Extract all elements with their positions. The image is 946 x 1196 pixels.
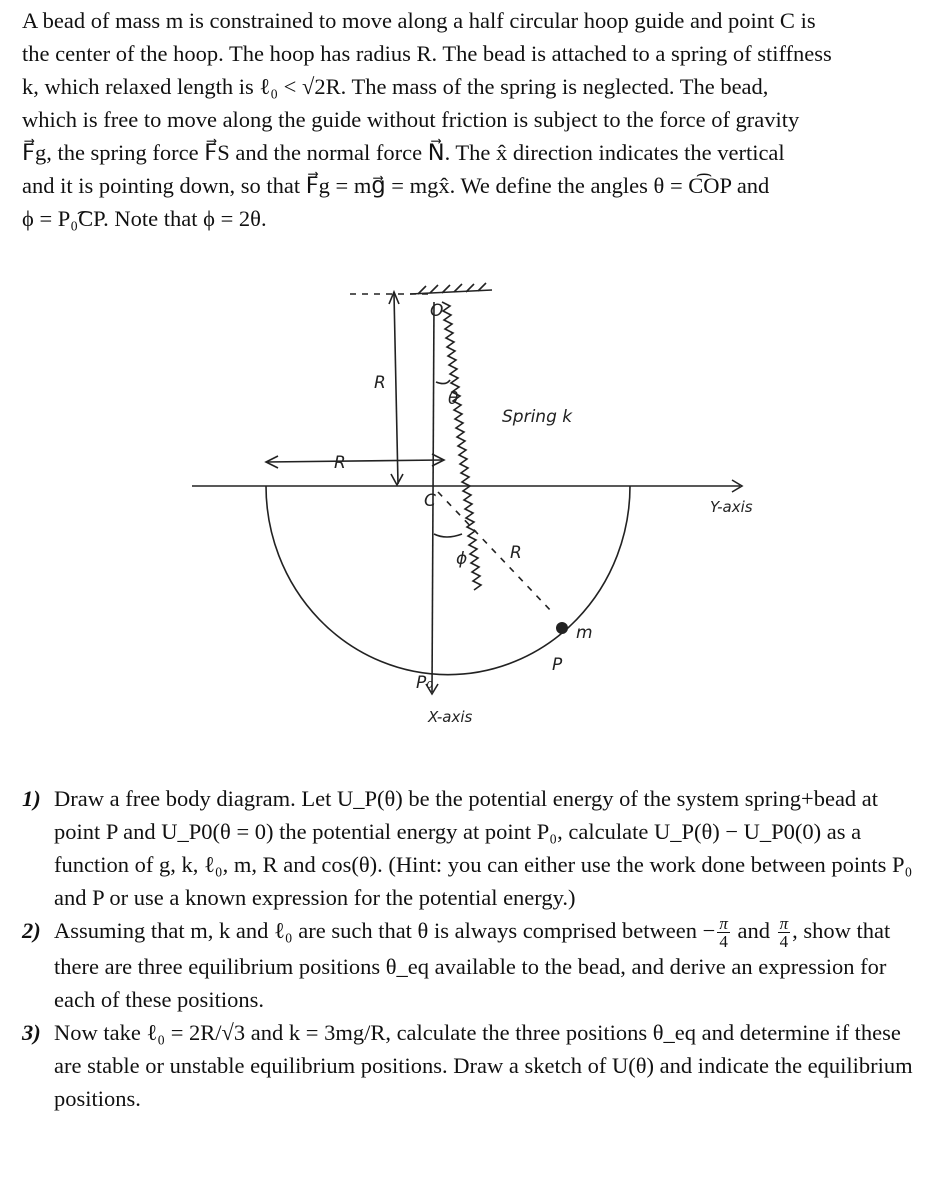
hoop-diagram-svg: [180, 272, 800, 742]
fraction-num-2: π: [779, 914, 789, 934]
intro-line-6: and it is pointing down, so that F⃗g = mg⃗ = mgx̂. We define the angles θ = C͡OP and: [22, 173, 770, 198]
hoop-guide: [266, 486, 630, 675]
fraction-den: 4: [719, 932, 728, 952]
label-phi: ϕ: [456, 549, 468, 569]
label-r-horizontal: R: [334, 453, 346, 473]
question-2-text-c: , show that there are three equilibrium positions θ_eq available to the bead, and derive an expression for each of these positions.: [54, 918, 891, 1013]
question-1: [22, 782, 922, 914]
intro-line-3: k, which relaxed length is ℓ₀ < √2R. The mass of the spring is neglected. The bead,: [22, 74, 769, 99]
question-1-text: Draw a free body diagram. Let U_P(θ) be the potential energy of the system spring+bead at point P and U_P0(θ = 0) the potential energy at point P₀, calculate U_P(θ) − U_P0(0) as a function of g, k, ℓ₀, m, R and cos(θ). (Hint: you can either use the work done between points P₀ and P or use a known expression for the potential energy.): [54, 786, 913, 910]
r-dimension-vertical: [394, 294, 398, 484]
label-spring: Spring k: [502, 407, 573, 427]
theta-arc: [436, 380, 450, 384]
label-r-diag: R: [510, 543, 522, 563]
label-c: C: [424, 491, 436, 511]
r-dimension-arrow-down: [391, 474, 403, 485]
intro-line-2: the center of the hoop. The hoop has radius R. The bead is attached to a spring of stiffness: [22, 41, 832, 66]
label-theta: θ: [448, 389, 459, 409]
label-y-axis: Y-axis: [710, 498, 753, 516]
intro-line-1: A bead of mass m is constrained to move along a half circular hoop guide and point C is: [22, 8, 816, 33]
question-2: [22, 914, 922, 1016]
label-x-axis: X-axis: [428, 708, 473, 726]
questions: [22, 782, 922, 1115]
label-m: m: [576, 623, 593, 643]
question-2-text-a: Assuming that m, k and ℓ₀ are such that θ is always comprised between −: [54, 918, 716, 943]
spring: [442, 302, 481, 590]
question-2-text-b: and: [731, 918, 776, 943]
label-r-vertical: R: [374, 373, 386, 393]
question-1-number: 1): [22, 786, 41, 811]
r-dimension-horizontal: [266, 460, 442, 462]
question-3-number: 3): [22, 1020, 41, 1046]
problem-statement: [22, 4, 928, 235]
label-p0: P₀: [416, 673, 434, 693]
fraction-pi-over-4-pos: [778, 915, 791, 950]
question-3: [22, 1016, 922, 1115]
question-3-text: Now take ℓ₀ = 2R/√3 and k = 3mg/R, calculate the three positions θ_eq and determine if these are stable or unstable equilibrium positions. Draw a sketch of U(θ) and indicate the equilibrium positions.: [54, 1020, 913, 1112]
fraction-den-2: 4: [779, 932, 789, 952]
question-2-number: 2): [22, 918, 41, 943]
bead: [556, 622, 568, 634]
intro-line-5: F⃗g, the spring force F⃗S and the normal force N⃗. The x̂ direction indicates the vertical: [22, 140, 785, 165]
label-o: O: [430, 301, 444, 321]
label-p: P: [552, 655, 563, 675]
hoop-diagram: [180, 272, 800, 742]
fraction-pi-over-4-neg: [717, 915, 730, 950]
fraction-num: π: [719, 914, 728, 934]
intro-line-7: ϕ = P₀͡CP. Note that ϕ = 2θ.: [22, 206, 267, 231]
intro-line-4: which is free to move along the guide without friction is subject to the force of gravity: [22, 107, 800, 132]
phi-arc: [434, 534, 462, 537]
